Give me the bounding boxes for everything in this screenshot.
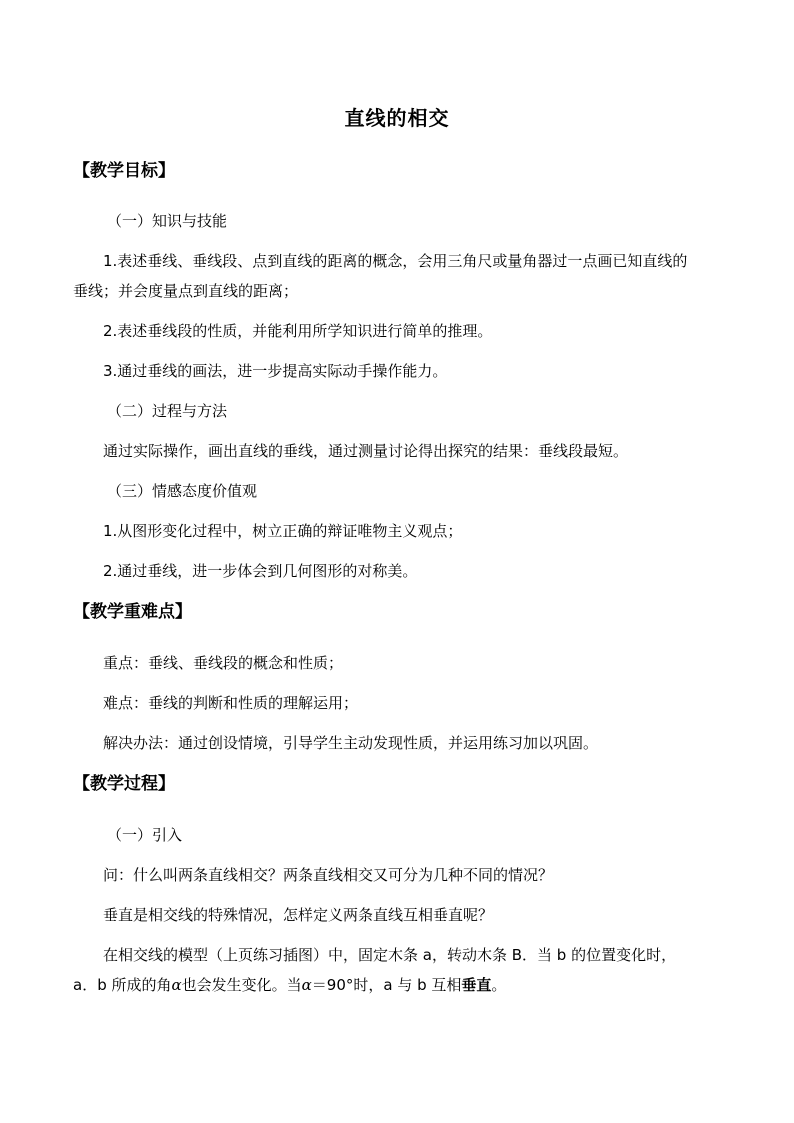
- perpendicular-term: 垂直: [461, 976, 492, 994]
- question-2: 垂直是相交线的特殊情况，怎样定义两条直线互相垂直呢？: [103, 906, 494, 924]
- model-paragraph-text-a: a．b 所成的角: [73, 976, 172, 994]
- document-title: 直线的相交: [344, 106, 450, 130]
- objective-item-2: 2.表述垂线段的性质，并能利用所学知识进行简单的推理。: [103, 322, 493, 340]
- objective-item-1-line-1: 1.表述垂线、垂线段、点到直线的距离的概念，会用三角尺或量角器过一点画已知直线的: [103, 252, 688, 270]
- model-paragraph-line-1: 在相交线的模型（上页练习插图）中，固定木条 a，转动木条 B．当 b 的位置变化时，: [103, 946, 677, 964]
- subheading-process-method: （二）过程与方法: [107, 402, 228, 420]
- alpha-symbol: α: [301, 976, 312, 994]
- model-paragraph-text-b: 也会发生变化。当: [181, 976, 302, 994]
- model-paragraph-text-c: ＝90°时，a 与 b 互相: [311, 976, 462, 994]
- subheading-introduction: （一）引入: [107, 826, 183, 844]
- heading-objectives: 【教学目标】: [73, 161, 175, 181]
- heading-teaching-process: 【教学过程】: [73, 774, 175, 794]
- question-1: 问：什么叫两条直线相交？两条直线相交又可分为几种不同的情况？: [103, 866, 554, 884]
- process-method-text: 通过实际操作，画出直线的垂线，通过测量讨论得出探究的结果：垂线段最短。: [103, 442, 629, 460]
- objective-item-1-line-2: 垂线；并会度量点到直线的距离；: [73, 282, 299, 300]
- heading-key-difficult-points: 【教学重难点】: [73, 602, 192, 622]
- key-point-text: 重点：垂线、垂线段的概念和性质；: [103, 654, 344, 672]
- attitude-item-2: 2.通过垂线，进一步体会到几何图形的对称美。: [103, 562, 418, 580]
- attitude-item-1: 1.从图形变化过程中，树立正确的辩证唯物主义观点；: [103, 522, 463, 540]
- model-paragraph-line-2: [73, 974, 506, 996]
- model-paragraph-text-e: 。: [491, 976, 507, 994]
- difficult-point-text: 难点：垂线的判断和性质的理解运用；: [103, 694, 359, 712]
- solution-text: 解决办法：通过创设情境，引导学生主动发现性质，并运用练习加以巩固。: [103, 734, 599, 752]
- subheading-knowledge-skills: （一）知识与技能: [107, 212, 228, 230]
- objective-item-3: 3.通过垂线的画法，进一步提高实际动手操作能力。: [103, 362, 448, 380]
- alpha-symbol: α: [171, 976, 182, 994]
- subheading-attitude-values: （三）情感态度价值观: [107, 482, 258, 500]
